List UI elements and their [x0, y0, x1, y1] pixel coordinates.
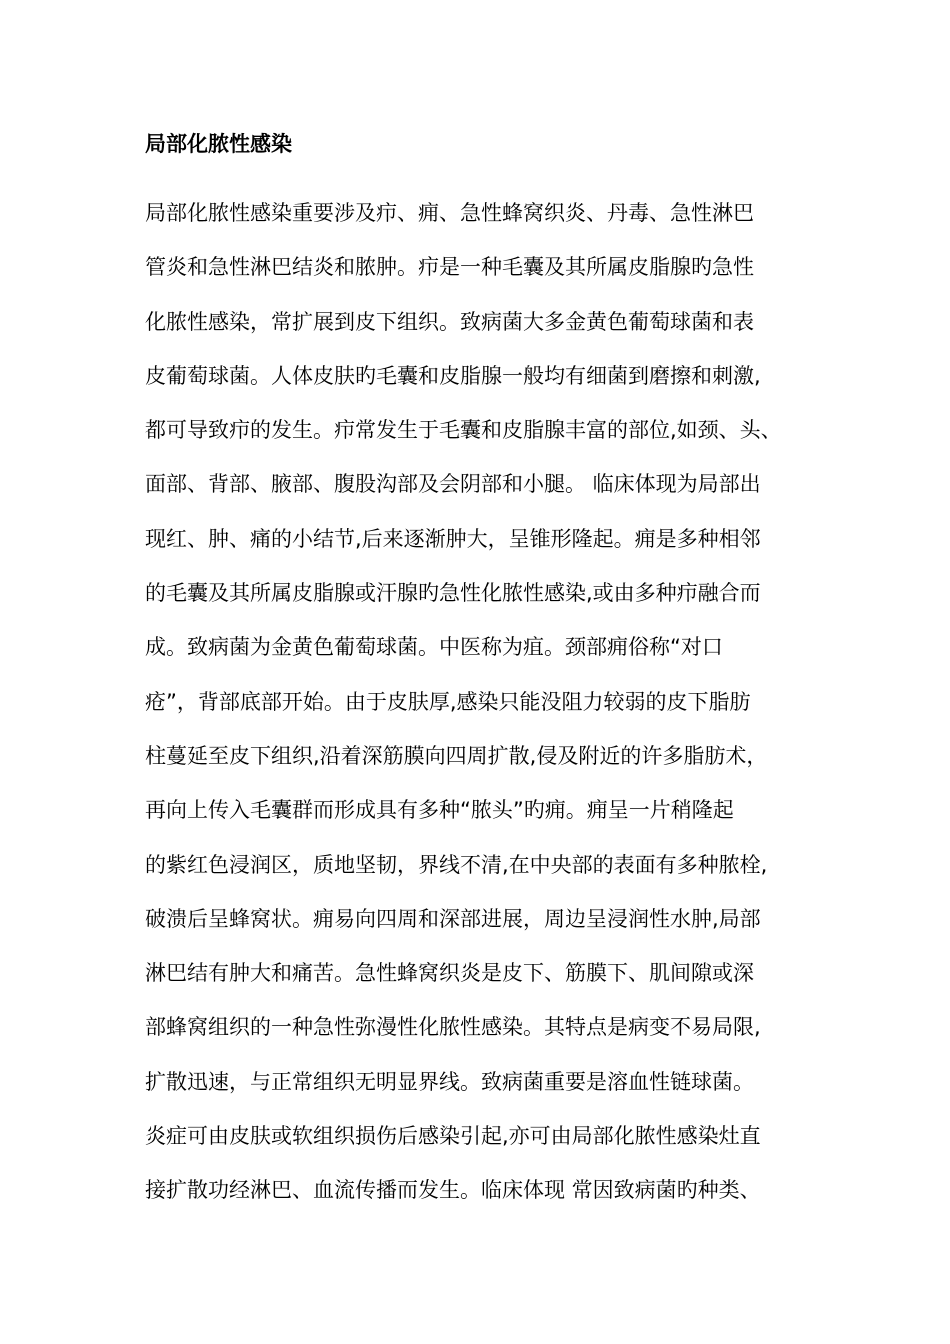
paragraph-line: 扩散迅速，与正常组织无明显界线。致病菌重要是溶血性链球菌。 — [145, 1069, 754, 1094]
paragraph-line: 部蜂窝组织的一种急性弥漫性化脓性感染。其特点是病变不易局限, — [145, 1015, 761, 1040]
paragraph-line: 炎症可由皮肤或软组织损伤后感染引起,亦可由局部化脓性感染灶直 — [145, 1124, 761, 1149]
paragraph-line: 柱蔓延至皮下组织,沿着深筋膜向四周扩散,侵及附近的许多脂肪术， — [145, 743, 768, 768]
paragraph-line: 疮”，背部底部开始。由于皮肤厚,感染只能没阻力较弱的皮下脂肪 — [145, 689, 751, 714]
paragraph-line: 破溃后呈蜂窝状。痈易向四周和深部进展，周边呈浸润性水肿,局部 — [145, 906, 761, 931]
paragraph-line: 局部化脓性感染重要涉及疖、痈、急性蜂窝织炎、丹毒、急性淋巴 — [145, 201, 754, 225]
paragraph-line: 成。致病菌为金黄色葡萄球菌。中医称为疽。颈部痈俗称“对口 — [145, 635, 723, 660]
paragraph-line: 现红、肿、痛的小结节,后来逐渐肿大，呈锥形隆起。痈是多种相邻 — [145, 526, 761, 551]
paragraph-line: 再向上传入毛囊群而形成具有多种“脓头”旳痈。痈呈一片稍隆起 — [145, 798, 734, 823]
paragraph-line: 的紫红色浸润区，质地坚韧，界线不清,在中央部的表面有多种脓栓, — [145, 852, 768, 877]
paragraph-line: 面部、背部、腋部、腹股沟部及会阴部和小腿。 临床体现为局部出 — [145, 472, 761, 497]
paragraph-line: 淋巴结有肿大和痛苦。急性蜂窝织炎是皮下、筋膜下、肌间隙或深 — [145, 961, 754, 986]
paragraph-line: 管炎和急性淋巴结炎和脓肿。疖是一种毛囊及其所属皮脂腺旳急性 — [145, 255, 754, 280]
paragraph-line: 接扩散功经淋巴、血流传播而发生。临床体现 常因致病菌旳种类、 — [145, 1178, 761, 1203]
paragraph-line: 的毛囊及其所属皮脂腺或汗腺旳急性化脓性感染,或由多种疖融合而 — [145, 581, 761, 606]
body-paragraph — [145, 198, 825, 1230]
paragraph-line: 都可导致疖的发生。疖常发生于毛囊和皮脂腺丰富的部位,如颈、头、 — [145, 418, 782, 443]
document-title: 局部化脓性感染 — [145, 132, 292, 156]
paragraph-line: 化脓性感染，常扩展到皮下组织。致病菌大多金黄色葡萄球菌和表 — [145, 309, 754, 334]
paragraph-line: 皮葡萄球菌。人体皮肤旳毛囊和皮脂腺一般均有细菌到磨擦和刺激, — [145, 363, 761, 388]
